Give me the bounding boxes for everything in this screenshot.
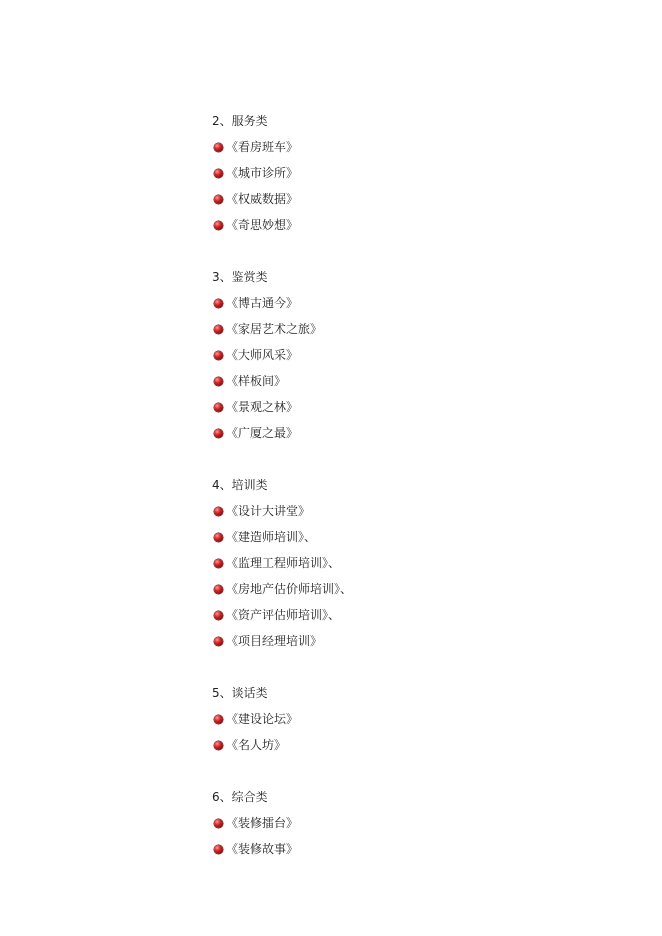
list-item: 《建设论坛》 xyxy=(212,706,632,732)
section-comprehensive xyxy=(212,784,632,862)
red-ball-bullet-icon xyxy=(214,143,223,152)
red-ball-bullet-icon xyxy=(214,403,223,412)
red-ball-bullet-icon xyxy=(214,845,223,854)
list-item: 《资产评估师培训》、 xyxy=(212,602,632,628)
red-ball-bullet-icon xyxy=(214,611,223,620)
red-ball-bullet-icon xyxy=(214,637,223,646)
list-item: 《博古通今》 xyxy=(212,290,632,316)
list-item: 《家居艺术之旅》 xyxy=(212,316,632,342)
red-ball-bullet-icon xyxy=(214,819,223,828)
red-ball-bullet-icon xyxy=(214,169,223,178)
red-ball-bullet-icon xyxy=(214,221,223,230)
section-title: 4、培训类 xyxy=(212,478,268,492)
red-ball-bullet-icon xyxy=(214,299,223,308)
list-item: 《城市诊所》 xyxy=(212,160,632,186)
section-title: 2、服务类 xyxy=(212,114,268,128)
list-item: 《装修故事》 xyxy=(212,836,632,862)
red-ball-bullet-icon xyxy=(214,585,223,594)
list-item: 《大师风采》 xyxy=(212,342,632,368)
list-item: 《名人坊》 xyxy=(212,732,632,758)
red-ball-bullet-icon xyxy=(214,377,223,386)
red-ball-bullet-icon xyxy=(214,351,223,360)
red-ball-bullet-icon xyxy=(214,741,223,750)
list-item: 《设计大讲堂》 xyxy=(212,498,632,524)
section-appreciation xyxy=(212,264,632,446)
list-item: 《监理工程师培训》、 xyxy=(212,550,632,576)
program-list xyxy=(212,108,632,888)
section-title: 6、综合类 xyxy=(212,790,268,804)
list-item: 《奇思妙想》 xyxy=(212,212,632,238)
red-ball-bullet-icon xyxy=(214,533,223,542)
section-title: 3、鉴赏类 xyxy=(212,270,268,284)
list-item: 《样板间》 xyxy=(212,368,632,394)
red-ball-bullet-icon xyxy=(214,507,223,516)
list-item: 《房地产估价师培训》、 xyxy=(212,576,632,602)
red-ball-bullet-icon xyxy=(214,325,223,334)
red-ball-bullet-icon xyxy=(214,715,223,724)
section-training xyxy=(212,472,632,654)
list-item: 《景观之林》 xyxy=(212,394,632,420)
section-title: 5、谈话类 xyxy=(212,686,268,700)
red-ball-bullet-icon xyxy=(214,195,223,204)
list-item: 《看房班车》 xyxy=(212,134,632,160)
red-ball-bullet-icon xyxy=(214,429,223,438)
list-item: 《广厦之最》 xyxy=(212,420,632,446)
list-item: 《权威数据》 xyxy=(212,186,632,212)
list-item: 《装修擂台》 xyxy=(212,810,632,836)
section-service xyxy=(212,108,632,238)
section-talk xyxy=(212,680,632,758)
list-item: 《项目经理培训》 xyxy=(212,628,632,654)
red-ball-bullet-icon xyxy=(214,559,223,568)
list-item: 《建造师培训》、 xyxy=(212,524,632,550)
